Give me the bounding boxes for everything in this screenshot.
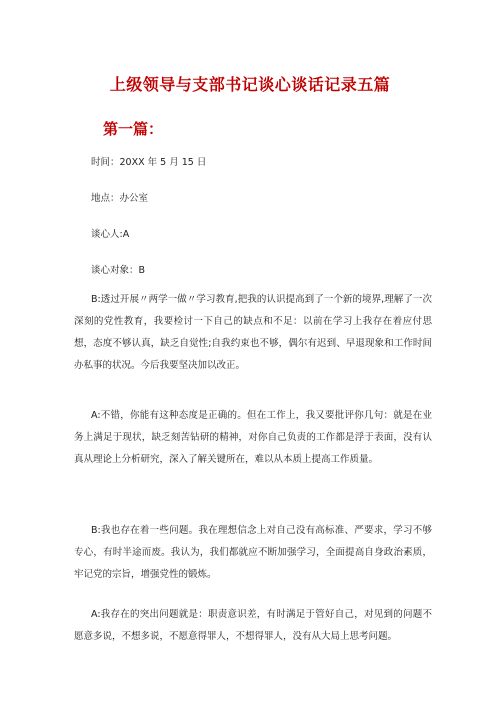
meta-time: 时间：20XX 年 5 月 15 日 xyxy=(91,157,207,168)
meta-talker: 谈心人:A xyxy=(91,229,130,240)
meta-target: 谈心对象：B xyxy=(91,265,146,276)
document-title: 上级领导与支部书记谈心谈话记录五篇 xyxy=(109,75,391,94)
paragraph-text: A:不错，你能有这种态度是正确的。但在工作上，我又要批评你几句：就是在业务上满足于现状，缺乏刻苦钻研的精神，对你自己负责的工作都是浮于表面，没有认真从理论上分析研究，深入了解关键所在，难以从本质上提高工作质量。 xyxy=(74,410,432,465)
meta-place: 地点：办公室 xyxy=(91,193,149,204)
paragraph-text: B:透过开展〃两学一做〃学习教育,把我的认识提高到了一个新的境界,理解了一次深刻的党性教育，我要检讨一下自己的缺点和不足：以前在学习上我存在着应付思想，态度不够认真，缺乏自觉性;自我约束也不够，偶尔有迟到、早退现象和工作时间办私事的状况。今后我要坚决加以改正。 xyxy=(74,294,432,371)
paragraph-text: A:我存在的突出问题就是：职责意识差，有时满足于管好自己，对见到的问题不愿意多说，不想多说，不愿意得罪人，不想得罪人，没有从大局上思考问题。 xyxy=(74,609,432,642)
paragraph-text: B:我也存在着一些问题。我在理想信念上对自己没有高标准、严要求，学习不够专心，有时半途而废。我认为，我们都就应不断加强学习，全面提高自身政治素质，牢记党的宗旨，增强党性的锻炼。 xyxy=(74,525,432,580)
section-title: 第一篇： xyxy=(103,120,164,138)
paragraph-3 xyxy=(74,520,432,586)
paragraph-2 xyxy=(74,405,432,471)
paragraph-4 xyxy=(74,604,432,648)
paragraph-1 xyxy=(74,289,432,377)
